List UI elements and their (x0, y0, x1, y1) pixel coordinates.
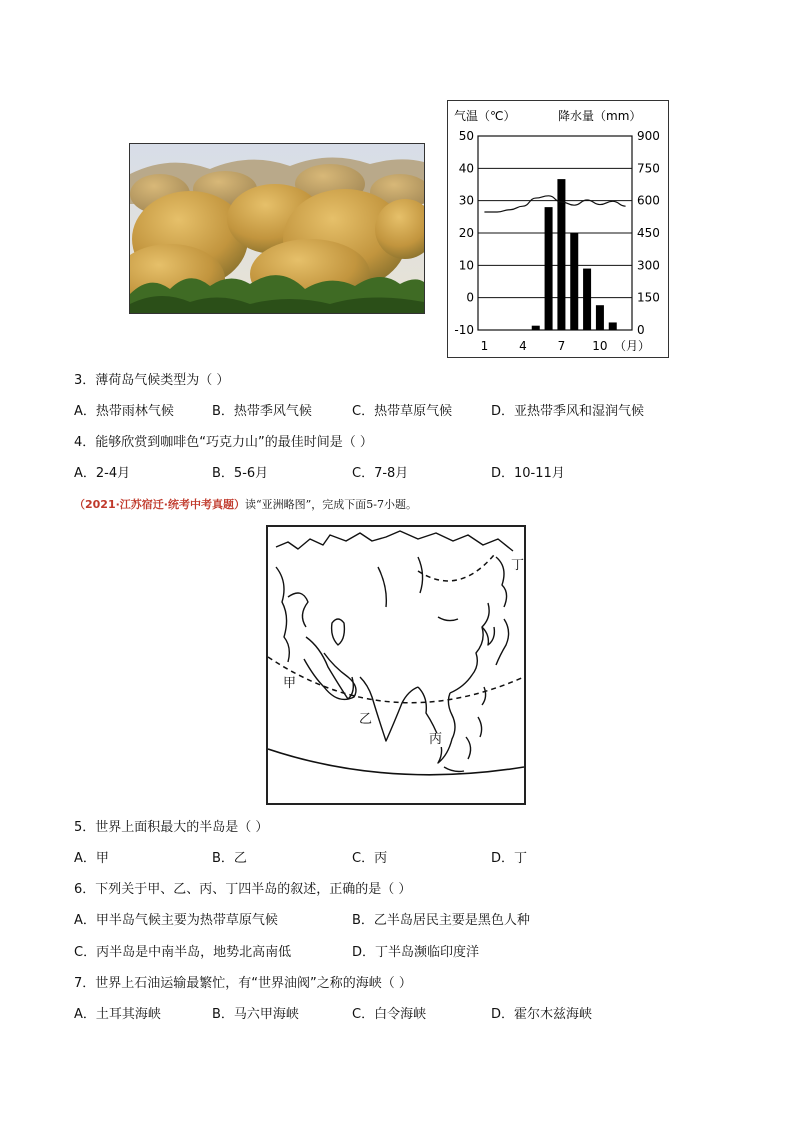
map-label-yi: 乙 (359, 712, 373, 727)
chart-precip-bar (583, 269, 591, 330)
chart-temp-line (484, 196, 625, 212)
map-label-bing: 丙 (429, 732, 443, 747)
chart-x-tick-label: 4 (519, 339, 527, 353)
q6-option-a[interactable]: A．甲半岛气候主要为热带草原气候 (74, 913, 278, 928)
chart-x-tick-label: 10 (592, 339, 608, 353)
chart-temp-tick-label: 50 (458, 129, 474, 143)
q5-option-d[interactable]: D．丁 (491, 851, 528, 866)
q4-option-b[interactable]: B．5-6月 (212, 466, 269, 481)
chart-precip-tick-label: 0 (637, 323, 645, 337)
q3-option-b[interactable]: B．热带季风气候 (212, 404, 312, 419)
asia-map (266, 525, 526, 805)
chart-x-axis (481, 339, 608, 353)
chart-temp-tick-label: 20 (458, 226, 474, 240)
chart-precip-bar (609, 322, 617, 330)
source-text: 读“亚洲略图”，完成下面5-7小题。 (244, 498, 417, 511)
chart-precip-tick-label: 600 (637, 193, 660, 208)
q5-option-c[interactable]: C．丙 (352, 851, 388, 866)
question-3: 3．薄荷岛气候类型为（ ） (74, 373, 230, 388)
q5-option-a[interactable]: A．甲 (74, 851, 109, 866)
chart-precip-bar (532, 326, 540, 330)
q4-option-d[interactable]: D．10-11月 (491, 466, 565, 481)
chart-temp-tick-label: 30 (458, 193, 474, 208)
q7-option-b[interactable]: B．马六甲海峡 (212, 1007, 299, 1022)
chart-temp-axis (454, 129, 474, 337)
q6-option-d[interactable]: D．丁半岛濒临印度洋 (352, 945, 480, 960)
q3-option-a[interactable]: A．热带雨林气候 (74, 404, 174, 419)
chart-temp-tick-label: -10 (454, 323, 474, 337)
chart-precip-tick-label: 300 (637, 258, 660, 273)
q7-option-a[interactable]: A．土耳其海峡 (74, 1007, 161, 1022)
q5-option-b[interactable]: B．乙 (212, 851, 247, 866)
chart-precip-tick-label: 900 (637, 129, 660, 143)
q7-option-d[interactable]: D．霍尔木兹海峡 (491, 1007, 593, 1022)
chart-x-tick-label: 1 (480, 339, 489, 353)
chart-precip-bar (545, 207, 553, 330)
q6-option-b[interactable]: B．乙半岛居民主要是黑色人种 (352, 913, 530, 928)
chart-precip-bar (570, 233, 578, 330)
chart-x-tick-label: 7 (557, 339, 566, 353)
chart-temp-tick-label: 10 (458, 258, 474, 273)
chart-precip-axis (637, 129, 660, 337)
chart-precip-bars (532, 179, 617, 330)
chart-precip-tick-label: 450 (637, 226, 660, 240)
q4-option-a[interactable]: A．2-4月 (74, 466, 131, 481)
question-6: 6．下列关于甲、乙、丙、丁四半岛的叙述，正确的是（ ） (74, 882, 412, 897)
q6-option-c[interactable]: C．丙半岛是中南半岛，地势北高南低 (74, 945, 292, 960)
q3-option-c[interactable]: C．热带草原气候 (352, 404, 453, 419)
source-tag: （2021·江苏宿迁·统考中考真题） (74, 498, 245, 511)
map-label-jia: 甲 (283, 676, 297, 691)
question-5: 5．世界上面积最大的半岛是（ ） (74, 820, 269, 835)
chart-precip-tick-label: 750 (637, 161, 660, 176)
chart-precip-tick-label: 150 (637, 290, 660, 305)
source-line (74, 496, 417, 512)
question-4: 4．能够欣赏到咖啡色“巧克力山”的最佳时间是（ ） (74, 435, 373, 450)
chart-ylabel-right: 降水量（mm） (558, 109, 642, 123)
question-7: 7．世界上石油运输最繁忙，有“世界油阀”之称的海峡（ ） (74, 976, 412, 991)
q4-option-c[interactable]: C．7-8月 (352, 466, 409, 481)
chart-temp-tick-label: 40 (458, 161, 474, 176)
climate-chart (447, 100, 669, 358)
chart-plot-area (478, 136, 632, 330)
chart-precip-bar (596, 305, 604, 330)
map-label-ding: 丁 (511, 558, 525, 573)
chart-temp-tick-label: 0 (466, 290, 474, 305)
q3-option-d[interactable]: D．亚热带季风和湿润气候 (491, 404, 645, 419)
landscape-photo (129, 143, 425, 314)
chart-x-unit: （月） (614, 339, 651, 353)
chart-ylabel-left: 气温（℃） (454, 109, 516, 123)
q7-option-c[interactable]: C．白令海峡 (352, 1007, 427, 1022)
